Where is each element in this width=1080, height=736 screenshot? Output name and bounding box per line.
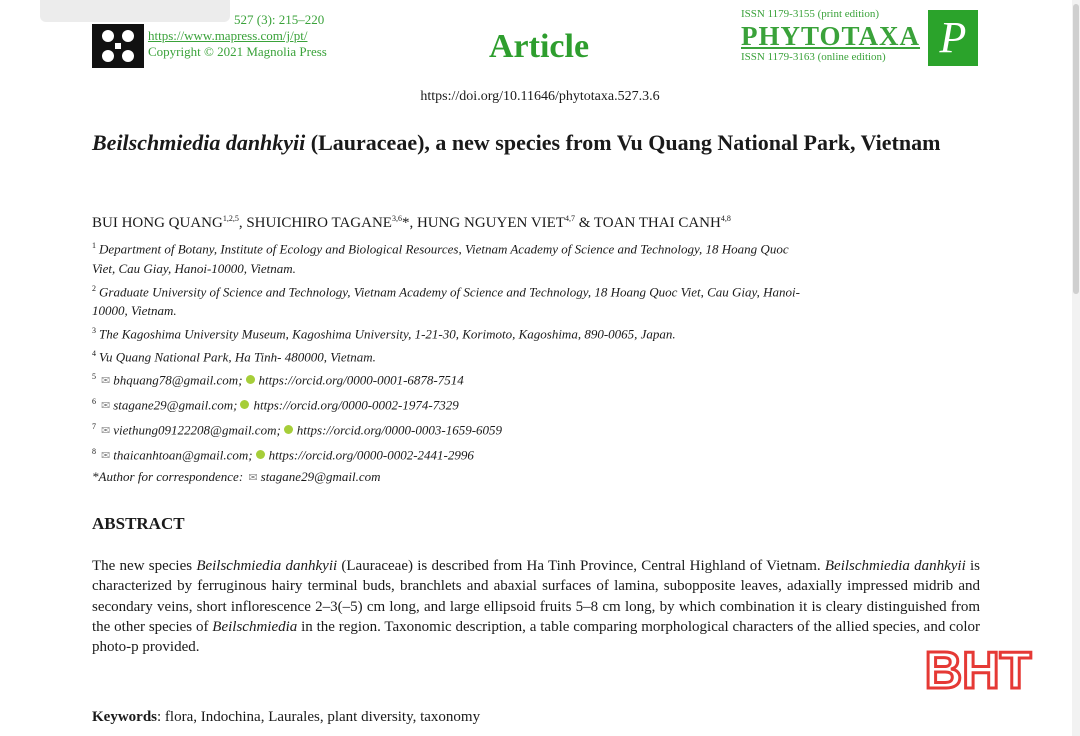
affiliation-line — [92, 344, 982, 367]
affiliation-sup: 3 — [92, 326, 96, 336]
author-affil-sup: 3,6 — [391, 214, 402, 223]
phytotaxa-logo-icon — [928, 10, 978, 66]
author-name: SHUICHIRO TAGANE — [246, 215, 392, 231]
affiliation-line — [92, 301, 982, 321]
email-icon: ✉ — [101, 375, 111, 388]
author-separator: , — [238, 215, 247, 231]
abstract-text: in the region. Taxonomic description, a table comparing morphological characters of the allied species, and color photo-p — [92, 618, 980, 656]
abstract-taxon: Beilschmiedia danhkyii — [824, 558, 966, 574]
abstract-taxon: Beilschmiedia danhkyii — [196, 558, 338, 574]
abstract-text: (Lauraceae) is described from Ha Tinh Province, Central Highland of Vietnam. — [337, 558, 825, 574]
affiliation-sup: 1 — [92, 241, 96, 250]
contact-list — [92, 367, 982, 467]
journal-name: PHYTOTAXA — [741, 21, 921, 51]
author-separator: *, — [401, 215, 417, 231]
orcid-link[interactable]: https://orcid.org/0000-0001-6878-7514 — [258, 372, 464, 388]
abstract-taxon: Beilschmiedia — [212, 618, 298, 635]
correspondence-label: *Author for correspondence: — [92, 468, 244, 484]
email-icon: ✉ — [101, 400, 111, 413]
copyright-text: Copyright © 2021 Magnolia Press — [148, 44, 327, 59]
affiliation-sup: 2 — [92, 283, 96, 293]
affiliation-text: Department of Botany, Institute of Ecology and Biological Resources, Vietnam Academy of Science and Technology, 18 Hoang Quoc — [99, 241, 789, 257]
contact-line — [92, 392, 982, 417]
title-rest: (Lauraceae), a new species from Vu Quang National Park, Vietnam — [305, 130, 941, 155]
scrollbar[interactable] — [1072, 0, 1080, 736]
author-separator: & — [574, 215, 594, 231]
affiliation-text: The Kagoshima University Museum, Kagoshima University, 1-21-30, Korimoto, Kagoshima, 890-0065, Japan. — [99, 326, 676, 342]
keywords-text: : flora, Indochina, Laurales, plant diversity, taxonomy — [157, 709, 481, 725]
contact-email[interactable]: thaicanhtoan@gmail.com; — [113, 446, 253, 462]
orcid-icon — [256, 450, 265, 459]
email-icon: ✉ — [248, 471, 258, 484]
affiliation-text: Vu Quang National Park, Ha Tinh- 480000, Vietnam. — [99, 349, 376, 365]
article-label: Article — [489, 28, 590, 65]
abstract-heading: ABSTRACT — [92, 514, 185, 533]
affiliation-text: Graduate University of Science and Technology, Vietnam Academy of Science and Technology, 18 Hoang Quoc Viet, Cau Giay, Hanoi- — [99, 283, 800, 299]
issn-print: ISSN 1179-3155 (print edition) — [741, 8, 879, 20]
orcid-link[interactable]: https://orcid.org/0000-0002-1974-7329 — [253, 397, 459, 413]
logo-letter: P — [939, 13, 967, 62]
contact-sup: 8 — [92, 446, 96, 456]
scrollbar-thumb[interactable] — [1073, 4, 1079, 294]
affiliation-list — [92, 236, 982, 367]
correspondence-email[interactable]: stagane29@gmail.com — [260, 468, 381, 484]
affiliation-line — [92, 321, 982, 344]
author-affil-sup: 1,2,5 — [222, 214, 239, 223]
email-icon: ✉ — [101, 425, 111, 438]
affiliation-text: Viet, Cau Giay, Hanoi-10000, Vietnam. — [92, 260, 296, 276]
orcid-icon — [246, 375, 255, 384]
contact-email[interactable]: stagane29@gmail.com; — [113, 397, 238, 413]
author-name: HUNG NGUYEN VIET — [416, 215, 565, 231]
email-icon: ✉ — [101, 449, 111, 462]
abstract-text: is characterized by ferruginous hairy terminal buds, branchlets and abaxial surfaces of lamina, subopposite leaves, adaxially impressed midrib and secondary veins, short inflorescence 2–3(–5) cm long, and large ellipsoid fruits 5–8 cm long, by which combination it is cleary distinguished from the other species of — [92, 558, 980, 635]
orcid-icon — [240, 400, 249, 409]
doi-link[interactable]: https://doi.org/10.11646/phytotaxa.527.3.6 — [420, 89, 660, 104]
orcid-link[interactable]: https://orcid.org/0000-0003-1659-6059 — [296, 422, 503, 438]
contact-sup: 5 — [92, 371, 96, 381]
keywords-label: Keywords — [92, 709, 157, 725]
abstract-text: The new species — [92, 558, 197, 574]
magnolia-press-logo-icon — [92, 24, 144, 68]
paper-title — [92, 128, 982, 158]
abstract-text: provided. — [138, 639, 200, 656]
journal-info — [148, 12, 327, 60]
affiliations — [92, 236, 982, 488]
orcid-icon — [284, 425, 293, 434]
author-name: TOAN THAI CANH — [593, 215, 721, 231]
affiliation-line — [92, 259, 982, 279]
correspondence — [92, 467, 982, 489]
volume-pages: 527 (3): 215–220 — [234, 12, 325, 27]
author-name: BUI HONG QUANG — [92, 215, 223, 231]
author-list — [92, 214, 731, 232]
keywords — [92, 709, 480, 726]
contact-line — [92, 367, 982, 392]
author-affil-sup: 4,8 — [720, 214, 731, 223]
title-species: Beilschmiedia danhkyii — [92, 130, 306, 155]
watermark-text: BHT — [924, 642, 1032, 696]
journal-url-link[interactable]: https://www.mapress.com/j/pt/ — [148, 28, 308, 43]
bht-watermark-logo — [922, 640, 1034, 696]
orcid-link[interactable]: https://orcid.org/0000-0002-2441-2996 — [268, 446, 474, 462]
affiliation-line — [92, 279, 982, 302]
author-affil-sup: 4,7 — [564, 214, 575, 223]
issn-online: ISSN 1179-3163 (online edition) — [741, 51, 886, 63]
affiliation-line — [92, 236, 982, 259]
abstract-body — [92, 556, 980, 657]
contact-email[interactable]: viethung09122208@gmail.com; — [113, 422, 281, 438]
affiliation-sup: 4 — [92, 348, 96, 358]
contact-sup: 6 — [92, 396, 96, 406]
contact-line — [92, 442, 982, 467]
contact-sup: 7 — [92, 421, 96, 431]
issn-block — [741, 8, 920, 64]
affiliation-text: 10000, Vietnam. — [92, 303, 177, 319]
contact-email[interactable]: bhquang78@gmail.com; — [113, 372, 243, 388]
contact-line — [92, 417, 982, 442]
